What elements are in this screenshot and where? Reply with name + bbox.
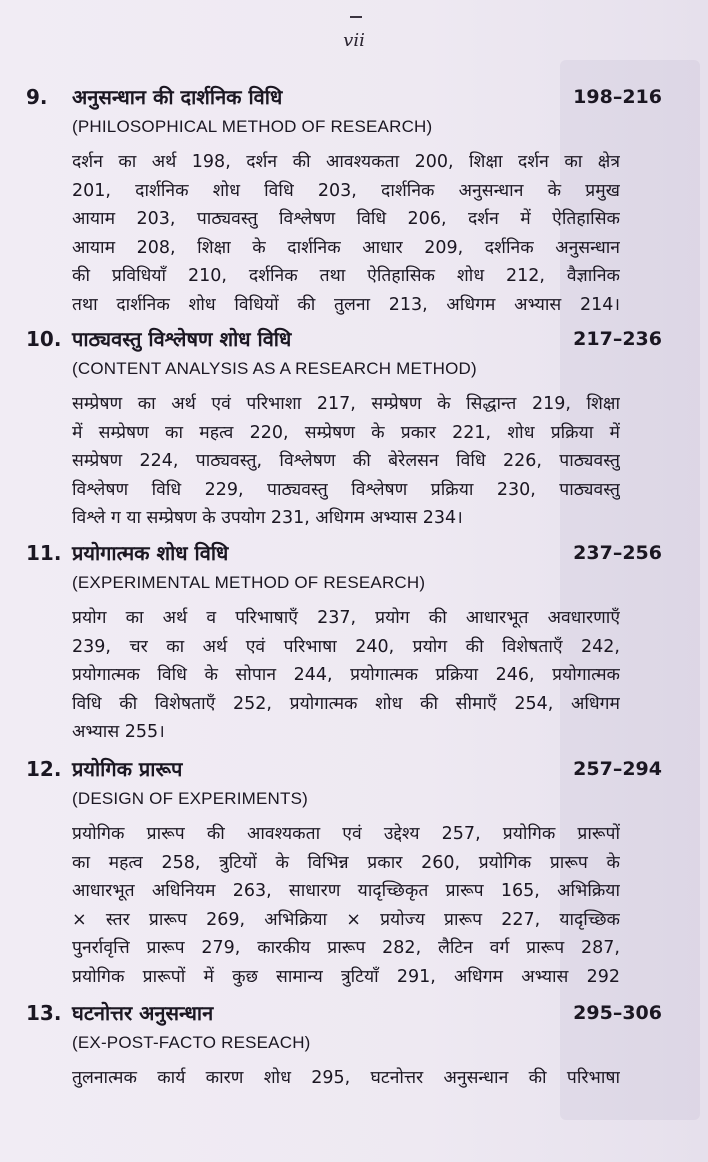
topic-line: विधि की विशेषताएँ 252, प्रयोगात्मक शोध की सीमाएँ 254, अधिगम bbox=[72, 693, 620, 714]
chapter-page-range: 257–294 bbox=[573, 758, 662, 780]
topic-line: 239, चर का अर्थ एवं परिभाषा 240, प्रयोग की विशेषताएँ 242, bbox=[72, 636, 620, 657]
chapter-number: 12. bbox=[26, 757, 62, 781]
topic-line: प्रयोगिक प्रारूप की आवश्यकता एवं उद्देश्य 257, प्रयोगिक प्रारूपों bbox=[72, 824, 620, 844]
topic-line: विश्लेषण विधि 229, पाठ्यवस्तु विश्लेषण प्रक्रिया 230, पाठ्यवस्तु bbox=[72, 479, 620, 500]
topic-line: विश्ले ग या सम्प्रेषण के उपयोग 231, अधिगम अभ्यास 234। bbox=[72, 508, 463, 529]
chapter-number: 10. bbox=[26, 327, 62, 351]
chapter-title: अनुसन्धान की दार्शनिक विधि bbox=[72, 85, 283, 109]
chapter-topics bbox=[72, 390, 620, 533]
chapter-english-title: (PHILOSOPHICAL METHOD OF RESEARCH) bbox=[72, 117, 433, 136]
chapter-topics bbox=[72, 604, 620, 747]
chapter-title: पाठ्यवस्तु विश्लेषण शोध विधि bbox=[72, 327, 292, 351]
topic-line: प्रयोग का अर्थ व परिभाषाएँ 237, प्रयोग की आधारभूत अवधारणाएँ bbox=[72, 608, 620, 628]
topic-line: तथा दार्शनिक शोध विधियों की तुलना 213, अधिगम अभ्यास 214। bbox=[72, 294, 620, 315]
top-dash-mark bbox=[350, 16, 362, 18]
chapter-page-range: 217–236 bbox=[573, 328, 662, 350]
chapter-english-title: (EXPERIMENTAL METHOD OF RESEARCH) bbox=[72, 573, 426, 592]
chapter-english-title: (EX-POST-FACTO RESEACH) bbox=[72, 1033, 311, 1052]
topic-line: का महत्व 258, त्रुटियों के विभिन्न प्रकार 260, प्रयोगिक प्रारूप के bbox=[72, 852, 620, 873]
chapter-topics bbox=[72, 820, 620, 992]
topic-line: पुनर्रावृत्ति प्रारूप 279, कारकीय प्रारूप 282, लैटिन वर्ग प्रारूप 287, bbox=[72, 938, 620, 959]
page-number: vii bbox=[343, 30, 365, 51]
chapter-number: 9. bbox=[26, 85, 48, 109]
topic-line: में सम्प्रेषण का महत्व 220, सम्प्रेषण के प्रकार 221, शोध प्रक्रिया में bbox=[72, 422, 620, 443]
topic-line: अभ्यास 255। bbox=[72, 722, 165, 743]
topic-line: प्रयोगात्मक विधि के सोपान 244, प्रयोगात्मक प्रक्रिया 246, प्रयोगात्मक bbox=[72, 665, 620, 686]
chapter-page-range: 237–256 bbox=[573, 542, 662, 564]
chapter-topics bbox=[72, 148, 620, 320]
topic-line: आयाम 203, पाठ्यवस्तु विश्लेषण विधि 206, दर्शन में ऐतिहासिक bbox=[72, 209, 620, 230]
chapter-title: प्रयोगात्मक शोध विधि bbox=[72, 541, 229, 565]
topic-line: × स्तर प्रारूप 269, अभिक्रिया × प्रयोज्य प्रारूप 227, यादृच्छिक bbox=[72, 909, 620, 930]
chapter-title: प्रयोगिक प्रारूप bbox=[72, 757, 183, 781]
chapter-page-range: 295–306 bbox=[573, 1002, 662, 1024]
chapter-page-range: 198–216 bbox=[573, 86, 662, 108]
topic-line: दर्शन का अर्थ 198, दर्शन की आवश्यकता 200, शिक्षा दर्शन का क्षेत्र bbox=[72, 152, 620, 172]
chapter-topics bbox=[72, 1064, 620, 1093]
topic-line: प्रयोगिक प्रारूपों में कुछ सामान्य त्रुटियाँ 291, अधिगम अभ्यास 292 bbox=[72, 966, 620, 987]
topic-line: आधारभूत अधिनियम 263, साधारण यादृच्छिकृत प्रारूप 165, अभिक्रिया bbox=[72, 881, 620, 902]
chapter-title: घटनोत्तर अनुसन्धान bbox=[72, 1001, 214, 1025]
chapter-english-title: (DESIGN OF EXPERIMENTS) bbox=[72, 789, 309, 808]
chapter-number: 11. bbox=[26, 541, 62, 565]
topic-line: सम्प्रेषण 224, पाठ्यवस्तु, विश्लेषण की बेरेलसन विधि 226, पाठ्यवस्तु bbox=[72, 451, 620, 472]
chapter-number: 13. bbox=[26, 1001, 62, 1025]
topic-line: तुलनात्मक कार्य कारण शोध 295, घटनोत्तर अनुसन्धान की परिभाषा bbox=[72, 1068, 620, 1088]
chapter-english-title: (CONTENT ANALYSIS AS A RESEARCH METHOD) bbox=[72, 359, 477, 378]
topic-line: आयाम 208, शिक्षा के दार्शनिक आधार 209, दर्शनिक अनुसन्धान bbox=[72, 237, 620, 258]
topic-line: 201, दार्शनिक शोध विधि 203, दार्शनिक अनुसन्धान के प्रमुख bbox=[72, 180, 620, 201]
topic-line: की प्रविधियाँ 210, दर्शनिक तथा ऐतिहासिक शोध 212, वैज्ञानिक bbox=[72, 266, 620, 287]
topic-line: सम्प्रेषण का अर्थ एवं परिभाशा 217, सम्प्रेषण के सिद्धान्त 219, शिक्षा bbox=[72, 394, 620, 414]
